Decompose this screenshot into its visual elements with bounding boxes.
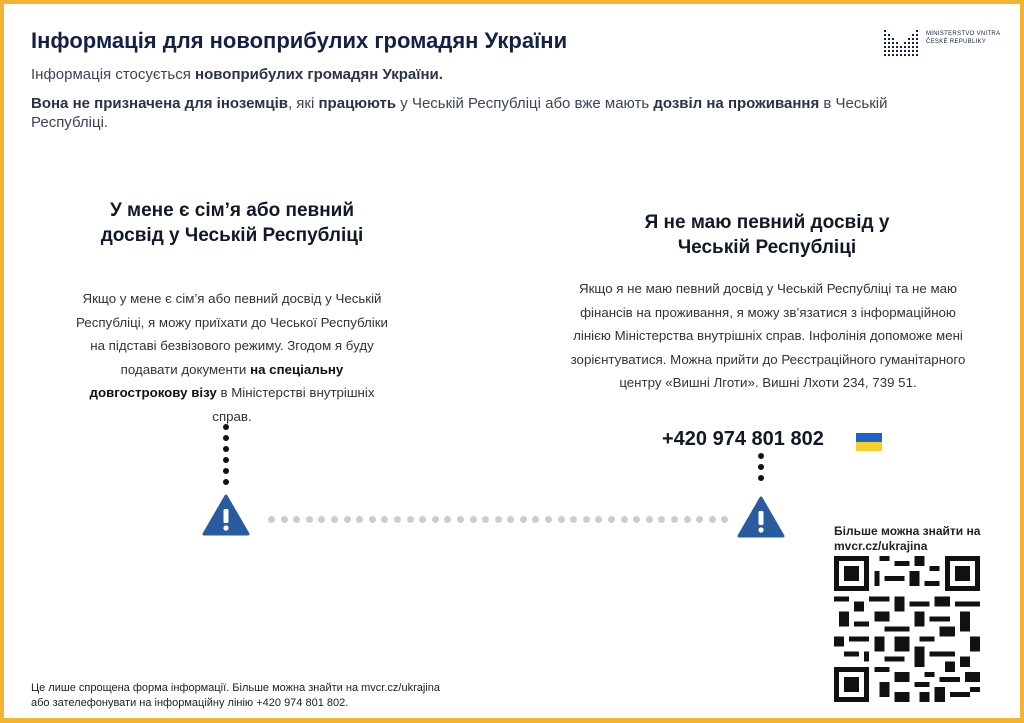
- flag-blue: [856, 433, 882, 442]
- flag-yellow: [856, 442, 882, 451]
- left-text-part: Якщо у мене є сім’я або певний досвід у Чеській Республіці, я можу приїхати до Чеської Республіки на підставі безвізового режиму. Згодом я буду подавати документи: [76, 291, 388, 377]
- intro-text: в Чеській Республіці.: [31, 95, 888, 131]
- warning-icon: [737, 496, 785, 538]
- left-connector-dots: [223, 424, 229, 490]
- right-connector-dots: [758, 453, 764, 486]
- intro-paragraph-2: [31, 94, 951, 132]
- connector-dotted-line: [268, 516, 728, 523]
- intro-bold: Вона не призначена для іноземців: [31, 95, 288, 112]
- right-text: Якщо я не маю певний досвід у Чеській Республіці та не маю фінансів на проживання, я можу зв’язатися з інформаційною лінією Міністерства внутрішніх справ. Інфолінія допоможе мені зорієнтуватися. Можна прийти до Реєстраційного гуманітарного центру «Вишні Лготи». Вишні Лхоти 234, 739 51.: [570, 281, 966, 390]
- left-heading: У мене є сім’я або певний досвід у Чеській Республіці: [100, 200, 364, 246]
- intro-text: Інформація стосується: [31, 66, 196, 83]
- intro-bold: працюють: [318, 95, 397, 112]
- footer-note: [31, 681, 440, 711]
- page-title: Інформація для новоприбулих громадян України: [31, 28, 568, 53]
- warning-icon: [202, 494, 250, 536]
- intro-paragraph-1: [31, 66, 443, 83]
- intro-text: у Чеській Республіці або вже мають: [396, 95, 654, 112]
- left-text: [72, 287, 392, 428]
- footer-line2: або зателефонувати на інформаційну лінію +420 974 801 802.: [31, 697, 349, 709]
- intro-text: , які: [287, 95, 319, 112]
- qr-code[interactable]: [834, 556, 980, 702]
- left-text-part: в Міністерстві внутрішніх справ.: [212, 385, 375, 424]
- more-info-line1: Більше можна знайти на: [834, 524, 981, 538]
- poster: [4, 4, 1020, 718]
- intro-bold: дозвіл на проживання: [653, 95, 820, 112]
- more-info-link[interactable]: mvcr.cz/ukrajina: [834, 539, 928, 553]
- more-info: [834, 524, 980, 554]
- ministry-logo: [882, 26, 1012, 60]
- ministry-logo-mark: [882, 26, 924, 60]
- right-heading: Я не маю певний досвід у Чеській Республіці: [644, 212, 890, 258]
- ministry-logo-text: MINISTERSTVO VNITRA ČESKÉ REPUBLIKY: [926, 31, 1001, 45]
- phone-number: +420 974 801 802: [662, 428, 824, 450]
- left-text-bold: на спеціальну довгострокову візу: [89, 361, 344, 400]
- intro-bold: новоприбулих громадян України.: [195, 66, 443, 83]
- footer-line1: Це лише спрощена форма інформації. Більше можна знайти на mvcr.cz/ukrajina: [31, 682, 440, 694]
- ukraine-flag-icon: [856, 433, 882, 451]
